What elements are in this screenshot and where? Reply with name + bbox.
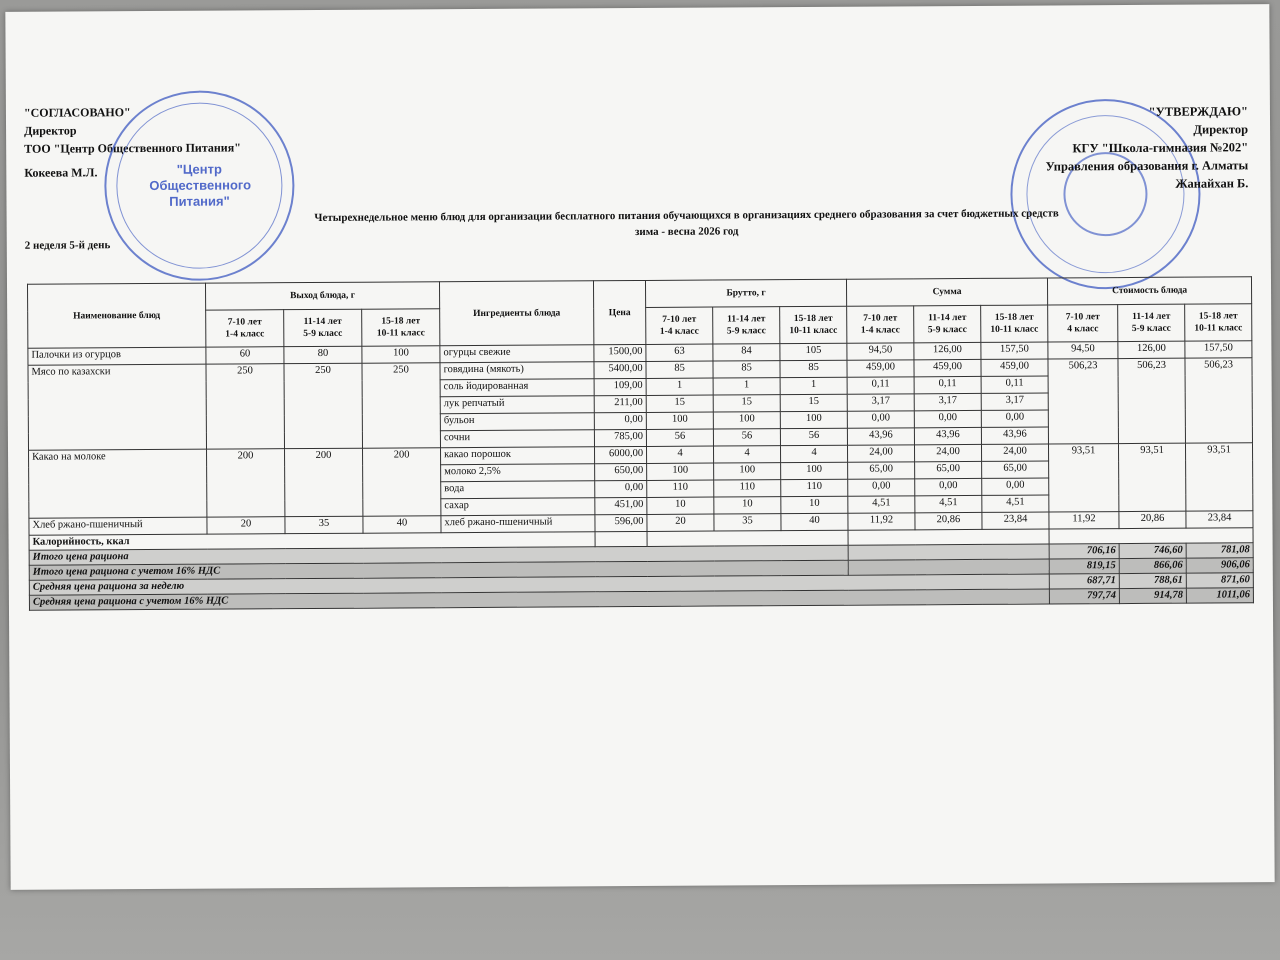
approval-right-label: "УТВЕРЖДАЮ" [1148, 104, 1249, 119]
price-cell: 785,00 [594, 429, 646, 446]
title-line-2: зима - весна 2026 год [634, 225, 739, 239]
brutto-cell: 1 [780, 377, 847, 394]
total-value: 797,74 [1049, 589, 1119, 604]
sum-cell: 24,00 [982, 444, 1049, 461]
price-cell: 5400,00 [594, 361, 646, 378]
brutto-cell: 56 [646, 429, 713, 446]
yield-cell: 250 [362, 363, 441, 448]
brutto-cell: 63 [646, 344, 713, 361]
cost-age-group-1: 7-10 лет 4 класс [1048, 305, 1118, 342]
total-label: Итого цена рациона с учетом 16% НДС [29, 560, 848, 580]
total-value: 687,71 [1049, 574, 1119, 589]
total-value: 1011,06 [1186, 588, 1253, 603]
price-cell: 0,00 [594, 412, 646, 429]
ingredient-name: огурцы свежие [440, 345, 594, 363]
total-label: Итого цена рациона [29, 545, 848, 565]
brutto-cell: 35 [714, 514, 781, 531]
yield-cell: 80 [284, 346, 362, 363]
brutto-cell: 1 [713, 378, 780, 395]
sum-cell: 126,00 [914, 342, 981, 359]
header-ingredients: Ингредиенты блюда [440, 281, 594, 346]
price-cell: 109,00 [594, 378, 646, 395]
sum-cell: 3,17 [981, 393, 1048, 410]
brutto-cell: 84 [713, 344, 780, 361]
ingredient-name: лук репчатый [440, 396, 594, 414]
brutto-cell: 110 [714, 480, 781, 497]
sum-cell: 43,96 [914, 427, 981, 444]
ingredient-name: бульон [440, 413, 594, 431]
sum-age-group-2: 11-14 лет 5-9 класс [914, 305, 981, 342]
sum-cell: 24,00 [848, 445, 915, 462]
approval-block-right [1045, 102, 1248, 193]
yield-cell: 200 [285, 448, 363, 516]
yield-cell: 40 [363, 516, 441, 533]
sum-cell: 459,00 [981, 359, 1048, 376]
approval-left-name: Кокеева М.Л. [24, 165, 98, 180]
cost-cell: 157,50 [1185, 341, 1252, 358]
sum-cell: 65,00 [982, 461, 1049, 478]
brutto-cell: 20 [647, 514, 714, 531]
dish-name: Какао на молоке [29, 449, 207, 518]
sum-cell: 43,96 [847, 428, 914, 445]
yield-age-group-2: 11-14 лет 5-9 класс [284, 309, 362, 346]
ingredient-name: сахар [441, 498, 595, 516]
price-cell: 451,00 [595, 497, 647, 514]
sum-cell: 94,50 [847, 343, 914, 360]
brutto-cell: 85 [713, 361, 780, 378]
brutto-cell: 4 [647, 446, 714, 463]
sum-cell: 0,11 [981, 376, 1048, 393]
sum-cell: 65,00 [915, 461, 982, 478]
brutto-age-group-3: 15-18 лет 10-11 класс [780, 306, 847, 343]
price-cell: 1500,00 [594, 344, 646, 361]
brutto-cell: 10 [714, 497, 781, 514]
approval-left-label: "СОГЛАСОВАНО" [23, 105, 131, 120]
brutto-cell: 85 [780, 360, 847, 377]
brutto-cell: 15 [646, 395, 713, 412]
ingredient-name: какао порошок [441, 447, 595, 465]
brutto-cell: 4 [714, 446, 781, 463]
yield-cell: 250 [284, 363, 363, 448]
cost-age-group-3: 15-18 лет 10-11 класс [1185, 304, 1252, 341]
header-brutto: Брутто, г [646, 279, 847, 307]
ingredient-name: вода [441, 481, 595, 499]
sum-cell: 0,00 [915, 478, 982, 495]
yield-cell: 200 [207, 449, 285, 517]
header-dish: Наименование блюд [27, 283, 205, 348]
empty-cell [848, 559, 1049, 575]
brutto-cell: 100 [713, 412, 780, 429]
sum-cell: 23,84 [982, 512, 1049, 529]
yield-age-group-3: 15-18 лет 10-11 класс [362, 309, 440, 346]
cost-age-group-2: 11-14 лет 5-9 класс [1118, 304, 1185, 341]
sum-cell: 20,86 [915, 512, 982, 529]
approval-left-position: Директор [24, 123, 77, 138]
sum-cell: 24,00 [915, 444, 982, 461]
calories-label: Калорийность, ккал [29, 532, 595, 550]
brutto-cell: 4 [781, 445, 848, 462]
dish-name: Мясо по казахски [28, 364, 207, 450]
brutto-cell: 110 [781, 479, 848, 496]
yield-cell: 20 [207, 517, 285, 534]
brutto-cell: 56 [780, 428, 847, 445]
cost-cell: 93,51 [1049, 444, 1119, 512]
total-value: 871,60 [1186, 573, 1253, 588]
cost-cell: 506,23 [1118, 358, 1186, 443]
brutto-cell: 40 [781, 513, 848, 530]
brutto-cell: 100 [780, 411, 847, 428]
sum-cell: 459,00 [914, 359, 981, 376]
sum-cell: 4,51 [982, 495, 1049, 512]
sum-age-group-1: 7-10 лет 1-4 класс [847, 306, 914, 343]
yield-cell: 250 [206, 364, 285, 449]
cost-cell: 93,51 [1186, 443, 1253, 511]
price-cell: 650,00 [595, 463, 647, 480]
yield-cell: 35 [285, 516, 363, 533]
ingredient-name: молоко 2,5% [441, 464, 595, 482]
document-sheet [5, 4, 1274, 890]
brutto-cell: 105 [780, 343, 847, 360]
organization-seal-left [104, 90, 295, 281]
dish-name: Хлеб ржано-пшеничный [29, 517, 207, 535]
approval-left-org: ТОО "Центр Общественного Питания" [24, 140, 241, 156]
empty-cell [595, 531, 647, 546]
cost-cell: 93,51 [1119, 443, 1186, 511]
sum-cell: 157,50 [981, 342, 1048, 359]
yield-age-group-1: 7-10 лет 1-4 класс [206, 310, 284, 347]
ingredient-name: сочни [440, 430, 594, 448]
brutto-cell: 15 [780, 394, 847, 411]
sum-cell: 0,00 [848, 479, 915, 496]
sum-cell: 459,00 [847, 360, 914, 377]
header-yield: Выход блюда, г [205, 282, 439, 310]
header-price: Цена [594, 280, 646, 344]
menu-table [27, 276, 1254, 610]
price-cell: 596,00 [595, 514, 647, 531]
price-cell: 6000,00 [595, 446, 647, 463]
total-label: Средняя цена рациона за неделю [29, 574, 1049, 595]
seal-left-text: "Центр Общественного Питания" [149, 161, 252, 209]
ingredient-name: хлеб ржано-пшеничный [441, 515, 595, 533]
approval-right-dept: Управления образования г. Алматы [1045, 158, 1249, 174]
cost-cell: 94,50 [1048, 342, 1118, 359]
approval-right-org: КГУ "Школа-гимназия №202" [1072, 140, 1249, 156]
brutto-age-group-1: 7-10 лет 1-4 класс [646, 307, 713, 344]
yield-cell: 60 [206, 347, 284, 364]
brutto-age-group-2: 11-14 лет 5-9 класс [713, 307, 780, 344]
sum-cell: 65,00 [848, 462, 915, 479]
brutto-cell: 100 [647, 463, 714, 480]
total-value: 866,06 [1119, 558, 1186, 573]
brutto-cell: 100 [781, 462, 848, 479]
cost-cell: 506,23 [1048, 359, 1119, 444]
header-cost: Стоимость блюда [1048, 277, 1252, 305]
brutto-cell: 100 [714, 463, 781, 480]
cost-cell: 506,23 [1185, 358, 1253, 443]
sum-cell: 43,96 [981, 427, 1048, 444]
empty-cell [848, 529, 1049, 545]
sum-cell: 0,00 [982, 478, 1049, 495]
yield-cell: 100 [362, 346, 440, 363]
total-value: 781,08 [1186, 543, 1253, 558]
sum-age-group-3: 15-18 лет 10-11 класс [981, 305, 1048, 342]
brutto-cell: 1 [646, 378, 713, 395]
brutto-cell: 100 [646, 412, 713, 429]
day-label: 2 неделя 5-й день [24, 239, 111, 252]
header-sum: Сумма [847, 278, 1048, 306]
sum-cell: 0,00 [847, 411, 914, 428]
empty-cell [647, 530, 848, 546]
sum-cell: 4,51 [848, 496, 915, 513]
brutto-cell: 56 [713, 429, 780, 446]
sum-cell: 0,00 [981, 410, 1048, 427]
dish-name: Палочки из огурцов [28, 347, 206, 365]
sum-cell: 3,17 [847, 394, 914, 411]
approval-right-name: Жанайхан Б. [1175, 176, 1249, 191]
sum-cell: 0,11 [914, 376, 981, 393]
price-cell: 211,00 [594, 395, 646, 412]
total-value: 906,06 [1186, 558, 1253, 573]
title-line-1: Четырехнедельное меню блюд для организации бесплатного питания обучающихся в организациях среднего образования за счет бюджетных средств [314, 207, 1059, 224]
empty-cell [848, 544, 1049, 560]
approval-right-position: Директор [1193, 122, 1249, 137]
total-value: 706,16 [1049, 544, 1119, 559]
brutto-cell: 85 [646, 361, 713, 378]
sum-cell: 11,92 [848, 513, 915, 530]
brutto-cell: 10 [781, 496, 848, 513]
total-value: 819,15 [1049, 559, 1119, 574]
cost-cell: 11,92 [1049, 512, 1119, 529]
price-cell: 0,00 [595, 480, 647, 497]
yield-cell: 200 [363, 448, 441, 516]
ingredient-name: соль йодированная [440, 379, 594, 397]
sum-cell: 4,51 [915, 495, 982, 512]
total-label: Средняя цена рациона с учетом 16% НДС [29, 589, 1049, 610]
sum-cell: 0,11 [847, 377, 914, 394]
sum-cell: 3,17 [914, 393, 981, 410]
ingredient-name: говядина (мякоть) [440, 362, 594, 380]
cost-cell: 20,86 [1119, 511, 1186, 528]
brutto-cell: 110 [647, 480, 714, 497]
total-value: 746,60 [1119, 543, 1186, 558]
brutto-cell: 10 [647, 497, 714, 514]
brutto-cell: 15 [713, 395, 780, 412]
total-value: 914,78 [1119, 588, 1186, 603]
cost-cell: 23,84 [1186, 511, 1253, 528]
total-value: 788,61 [1119, 573, 1186, 588]
empty-cell [1049, 528, 1253, 544]
cost-cell: 126,00 [1118, 341, 1185, 358]
sum-cell: 0,00 [914, 410, 981, 427]
